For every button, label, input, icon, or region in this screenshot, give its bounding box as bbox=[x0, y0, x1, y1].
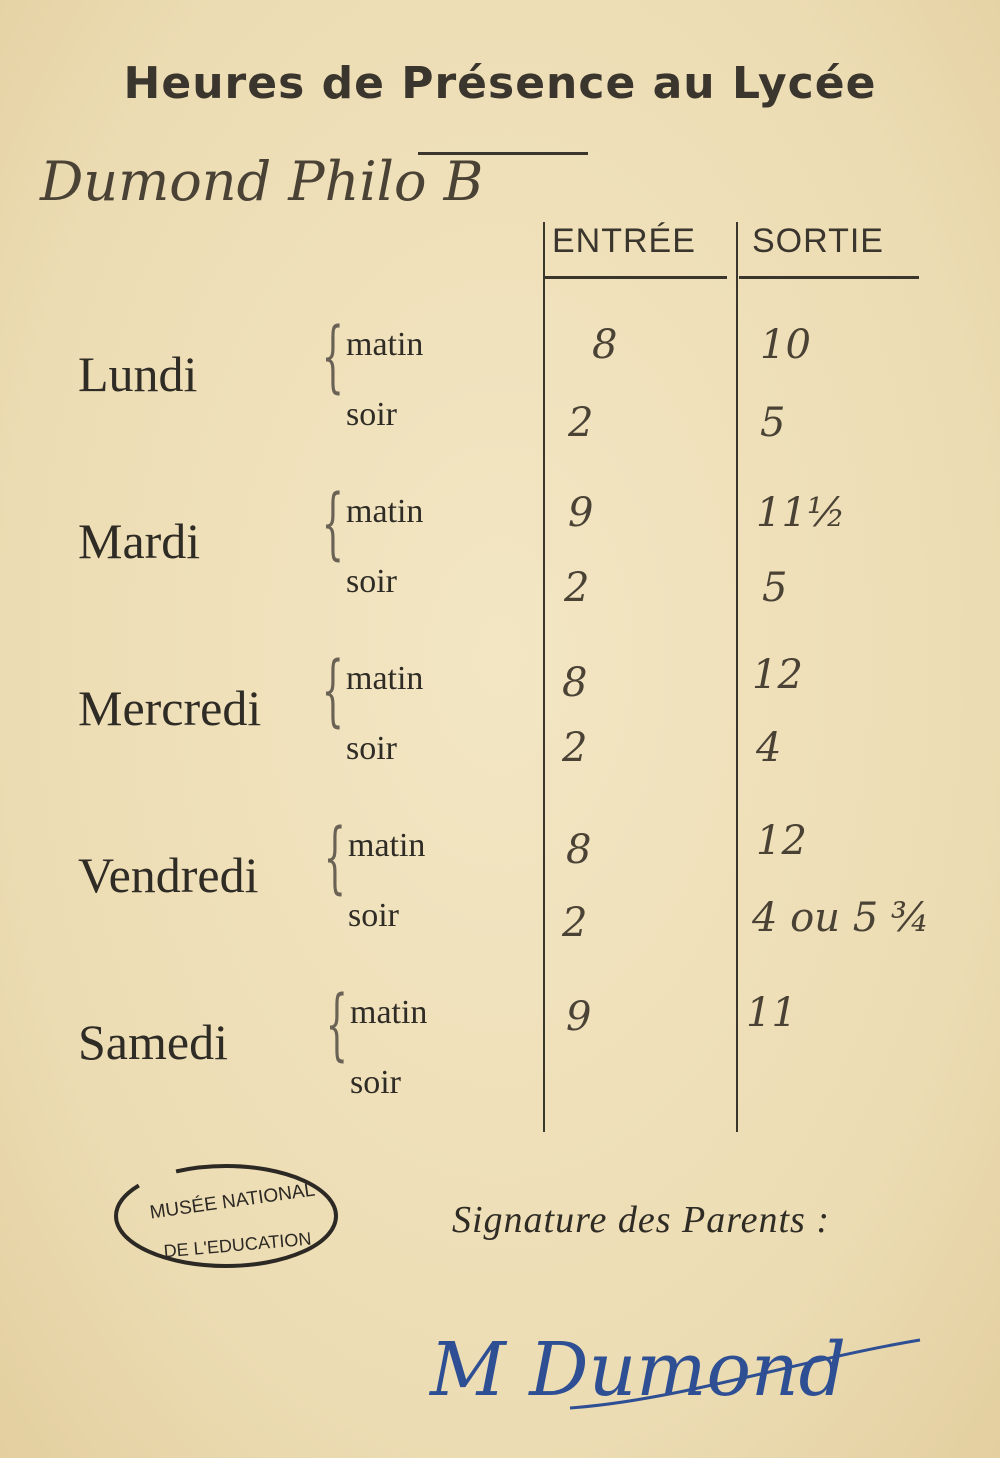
brace-icon: { bbox=[321, 479, 344, 569]
entry-time: 2 bbox=[562, 900, 588, 946]
brace-icon: { bbox=[321, 646, 344, 736]
period-morning: matin bbox=[348, 827, 426, 864]
period-morning: matin bbox=[346, 326, 424, 363]
header-rule-entry bbox=[545, 276, 727, 279]
stamp-line-2: DE L'EDUCATION bbox=[162, 1228, 313, 1262]
parent-signature-icon bbox=[420, 1300, 950, 1430]
parent-signature-text: M Dumond bbox=[430, 1327, 847, 1413]
period-evening: soir bbox=[348, 897, 399, 934]
museum-stamp-icon bbox=[110, 1160, 342, 1272]
exit-time: 10 bbox=[760, 322, 811, 368]
day-label: Vendredi bbox=[78, 847, 259, 903]
entry-time: 9 bbox=[566, 994, 592, 1040]
exit-time: 5 bbox=[760, 400, 786, 446]
exit-time: 12 bbox=[756, 818, 807, 864]
period-morning: matin bbox=[350, 994, 428, 1031]
period-evening: soir bbox=[350, 1064, 401, 1101]
entry-time: 9 bbox=[568, 490, 594, 536]
page-title: Heures de Présence au Lycée bbox=[123, 58, 877, 109]
brace-icon: { bbox=[325, 980, 348, 1070]
exit-time: 5 bbox=[762, 565, 788, 611]
period-evening: soir bbox=[346, 730, 397, 767]
header-rule-exit bbox=[739, 276, 919, 279]
day-label: Mercredi bbox=[78, 680, 262, 736]
exit-time: 11 bbox=[746, 990, 797, 1036]
day-label: Mardi bbox=[78, 513, 201, 569]
period-morning: matin bbox=[346, 493, 424, 530]
period-morning: matin bbox=[346, 660, 424, 697]
exit-time: 11½ bbox=[756, 490, 846, 536]
entry-time: 8 bbox=[562, 660, 588, 706]
entry-time: 8 bbox=[566, 827, 592, 873]
student-name-annotation: Dumond Philo B bbox=[40, 150, 484, 213]
column-divider-middle bbox=[736, 222, 738, 1132]
day-label: Lundi bbox=[78, 346, 198, 402]
column-divider-left bbox=[543, 222, 545, 1132]
entry-time: 2 bbox=[568, 400, 594, 446]
period-evening: soir bbox=[346, 396, 397, 433]
stamp-line-1: MUSÉE NATIONAL bbox=[148, 1179, 317, 1224]
exit-time: 4 ou 5 ¾ bbox=[752, 895, 930, 941]
signature-label: Signature des Parents : bbox=[452, 1199, 830, 1241]
day-label: Samedi bbox=[78, 1014, 228, 1070]
brace-icon: { bbox=[323, 813, 346, 903]
column-header-exit: SORTIE bbox=[752, 222, 884, 260]
exit-time: 4 bbox=[756, 725, 782, 771]
column-header-entry: ENTRÉE bbox=[552, 222, 696, 260]
period-evening: soir bbox=[346, 563, 397, 600]
brace-icon: { bbox=[321, 312, 344, 402]
entry-time: 8 bbox=[592, 322, 618, 368]
exit-time: 12 bbox=[752, 652, 803, 698]
entry-time: 2 bbox=[564, 565, 590, 611]
entry-time: 2 bbox=[562, 725, 588, 771]
